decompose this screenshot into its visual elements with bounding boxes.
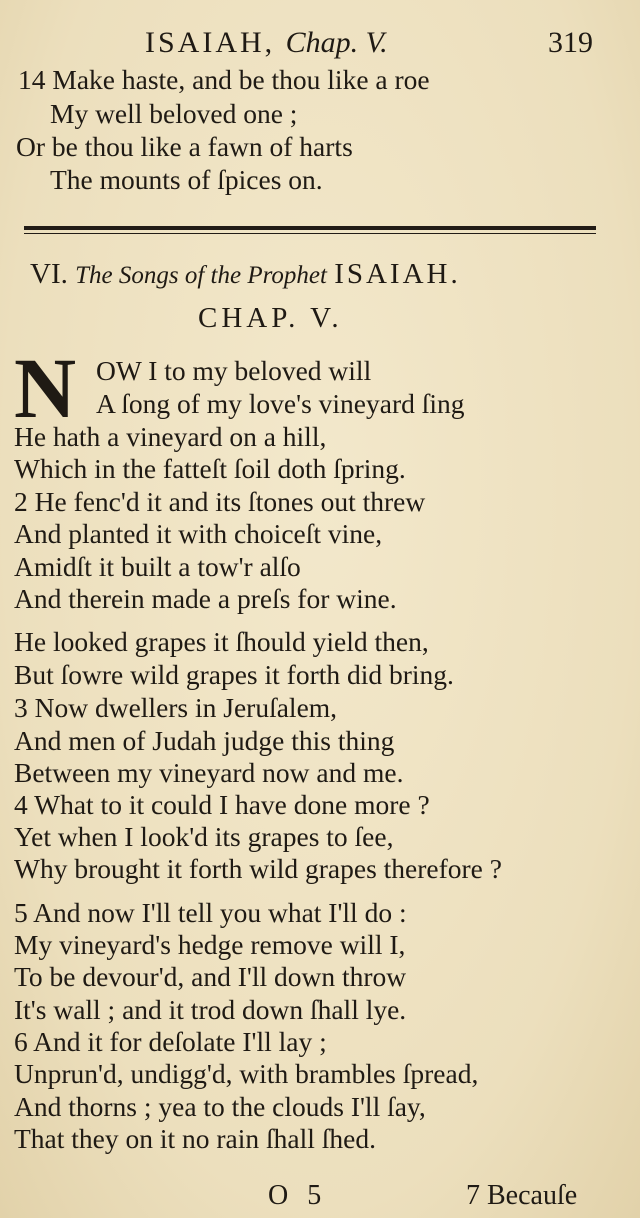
section-rule-thin [24,233,596,234]
verse-line: 4 What to it could I have done more ? [14,789,430,820]
section-heading-italic: The Songs of the Prophet [75,262,327,289]
running-head-title [145,26,388,60]
section-number: VI. [30,258,68,290]
verse-line: Between my vineyard now and me. [14,757,404,788]
verse-line: And planted it with choiceſt vine, [14,518,383,549]
signature-mark: O 5 [268,1180,328,1211]
verse-line: Amidſt it built a tow'r alſo [14,551,301,582]
page-number: 319 [548,26,593,59]
verse-line: It's wall ; and it trod down ſhall lye. [14,994,407,1025]
section-rule-thick [24,226,596,230]
verse-line: To be devour'd, and I'll down throw [14,961,407,992]
verse-line: 6 And it for deſolate I'll lay ; [14,1026,327,1057]
chapter-heading: CHAP. V. [198,302,343,334]
verse-line: My vineyard's hedge remove will I, [14,929,406,960]
verse-line: And thorns ; yea to the clouds I'll ſay, [14,1091,426,1122]
verse-line: That they on it no rain ſhall ſhed. [14,1123,376,1154]
verse-line: OW I to my beloved will [96,355,372,386]
verse-line: Or be thou like a fawn of harts [16,131,353,162]
verse-line: My well beloved one ; [50,98,298,129]
verse-line: Why brought it forth wild grapes therefore ? [14,853,502,884]
verse-line: A ſong of my love's vineyard ſing [96,388,465,419]
section-heading-caps: ISAIAH. [334,258,461,290]
verse-line: 5 And now I'll tell you what I'll do : [14,897,407,928]
section-heading [30,258,461,291]
verse-line: He hath a vineyard on a hill, [14,421,327,452]
verse-line: The mounts of ſpices on. [50,164,323,195]
verse-line: Yet when I look'd its grapes to ſee, [14,821,394,852]
verse-line: And men of Judah judge this thing [14,725,395,756]
verse-line: And therein made a preſs for wine. [14,583,397,614]
book-title: ISAIAH, [145,26,276,59]
running-head [0,26,640,66]
drop-cap: N [14,340,77,436]
catchword: 7 Becauſe [466,1180,578,1211]
verse-line: He looked grapes it ſhould yield then, [14,626,429,657]
verse-line: 14 Make haste, and be thou like a roe [18,64,430,95]
verse-line: But ſowre wild grapes it forth did bring. [14,659,454,690]
verse-line: 2 He fenc'd it and its ſtones out threw [14,486,426,517]
chapter-label: Chap. V. [285,26,388,59]
verse-line: Which in the fatteſt ſoil doth ſpring. [14,453,406,484]
verse-line: 3 Now dwellers in Jeruſalem, [14,692,338,723]
verse-line: Unprun'd, undigg'd, with brambles ſpread, [14,1058,479,1089]
